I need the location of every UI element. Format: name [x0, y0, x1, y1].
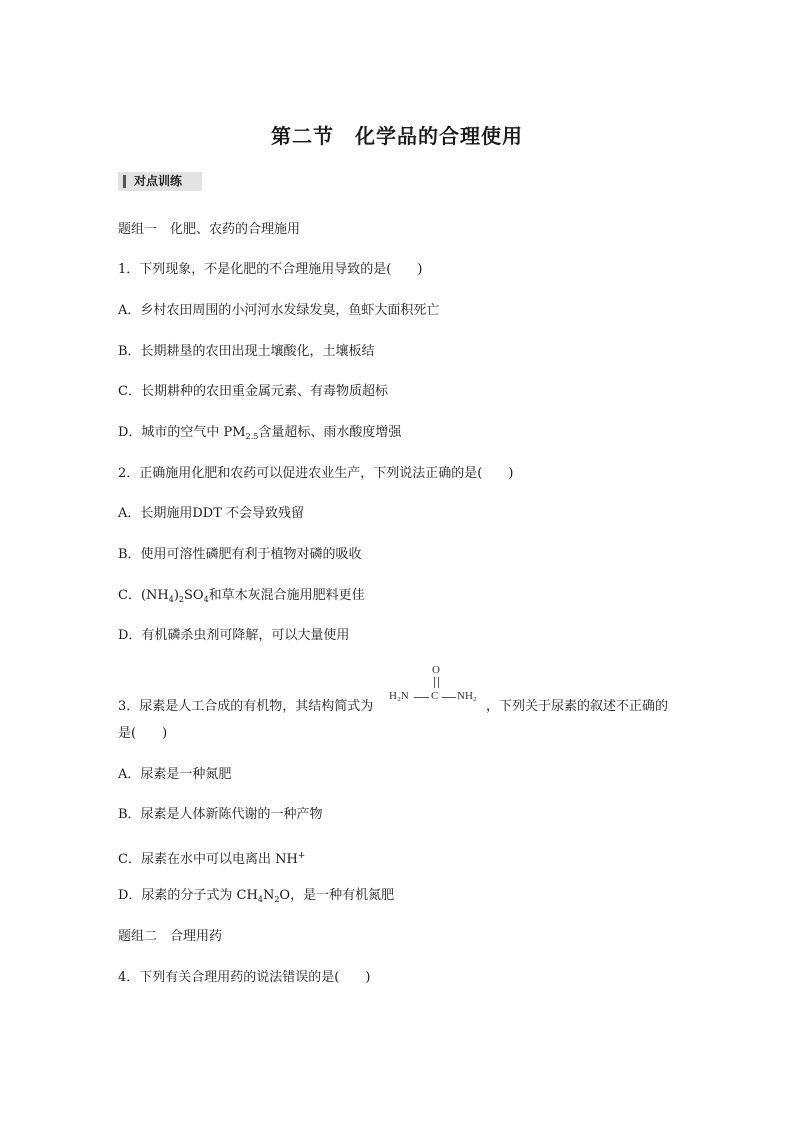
q3-d-text: D．尿素的分子式为 CH	[118, 888, 258, 903]
q2-option-b: B．使用可溶性磷肥有利于植物对磷的吸收	[118, 547, 362, 562]
q2-c-mid: )	[173, 588, 179, 603]
formula-h2n: H₂N	[389, 690, 409, 702]
q3-option-a: A．尿素是一种氮肥	[118, 767, 232, 782]
q2-c-mid2: SO	[184, 588, 204, 603]
formula-double-bond-right	[438, 677, 439, 688]
q2-option-c	[118, 587, 365, 609]
section-tag-bar	[123, 175, 126, 188]
q3-option-d	[118, 887, 394, 909]
q2-c-sub1: 4	[168, 595, 174, 604]
q3-stem-post: ，下列关于尿素的叙述不正确的	[486, 699, 669, 714]
q2-c-text: C．(NH	[118, 588, 169, 603]
q1-option-c: C．长期耕种的农田重金属元素、有毒物质超标	[118, 384, 388, 399]
q3-option-c	[118, 847, 305, 869]
q2-stem: 2．正确施用化肥和农药可以促进农业生产，下列说法正确的是( )	[118, 466, 514, 481]
q1-option-d-text-end: 含量超标、雨水酸度增强	[258, 425, 402, 440]
q3-stem-pre: 3．尿素是人工合成的有机物，其结构简式为	[118, 699, 374, 714]
q1-option-d	[118, 424, 401, 446]
formula-bond-right	[442, 697, 456, 698]
section-tag	[118, 172, 202, 191]
formula-double-bond-left	[434, 677, 435, 688]
q3-d-mid: N	[262, 888, 275, 903]
formula-oxygen: O	[432, 664, 440, 676]
q1-option-d-text: D．城市的空气中 PM	[118, 425, 246, 440]
q2-option-d: D．有机磷杀虫剂可降解，可以大量使用	[118, 628, 350, 643]
q3-d-sub2: 2	[274, 895, 280, 904]
q2-option-a: A．长期施用DDT 不会导致残留	[118, 506, 305, 521]
q3-d-sub1: 4	[257, 895, 263, 904]
formula-carbon: C	[431, 690, 439, 702]
q3-c-text: C．尿素在水中可以电离出 NH	[118, 852, 298, 867]
q1-option-a: A．乡村农田周围的小河河水发绿发臭，鱼虾大面积死亡	[118, 303, 440, 318]
q3-c-sup: +	[297, 851, 306, 861]
q3-option-b: B．尿素是人体新陈代谢的一种产物	[118, 807, 323, 822]
urea-structure-formula	[389, 664, 485, 706]
q1-stem: 1．下列现象，不是化肥的不合理施用导致的是( )	[118, 262, 423, 277]
group-heading-1: 题组一 化肥、农药的合理施用	[118, 222, 301, 237]
formula-nh2: NH₂	[457, 690, 477, 702]
q1-option-d-subscript: 2.5	[245, 432, 259, 441]
group-heading-2: 题组二 合理用药	[118, 929, 223, 944]
q1-option-b: B．长期耕垦的农田出现土壤酸化，土壤板结	[118, 344, 375, 359]
q2-c-sub3: 4	[203, 595, 209, 604]
page-title: 第二节 化学品的合理使用	[271, 124, 523, 148]
q3-d-text-end: O，是一种有机氮肥	[279, 888, 395, 903]
section-tag-label: 对点训练	[134, 174, 183, 188]
q3-stem-cont: 是( )	[118, 726, 168, 741]
q4-stem: 4．下列有关合理用药的说法错误的是( )	[118, 970, 371, 985]
q2-c-text-end: 和草木灰混合施用肥料更佳	[208, 588, 365, 603]
q2-c-sub2: 2	[178, 595, 184, 604]
formula-bond-left	[414, 697, 429, 698]
